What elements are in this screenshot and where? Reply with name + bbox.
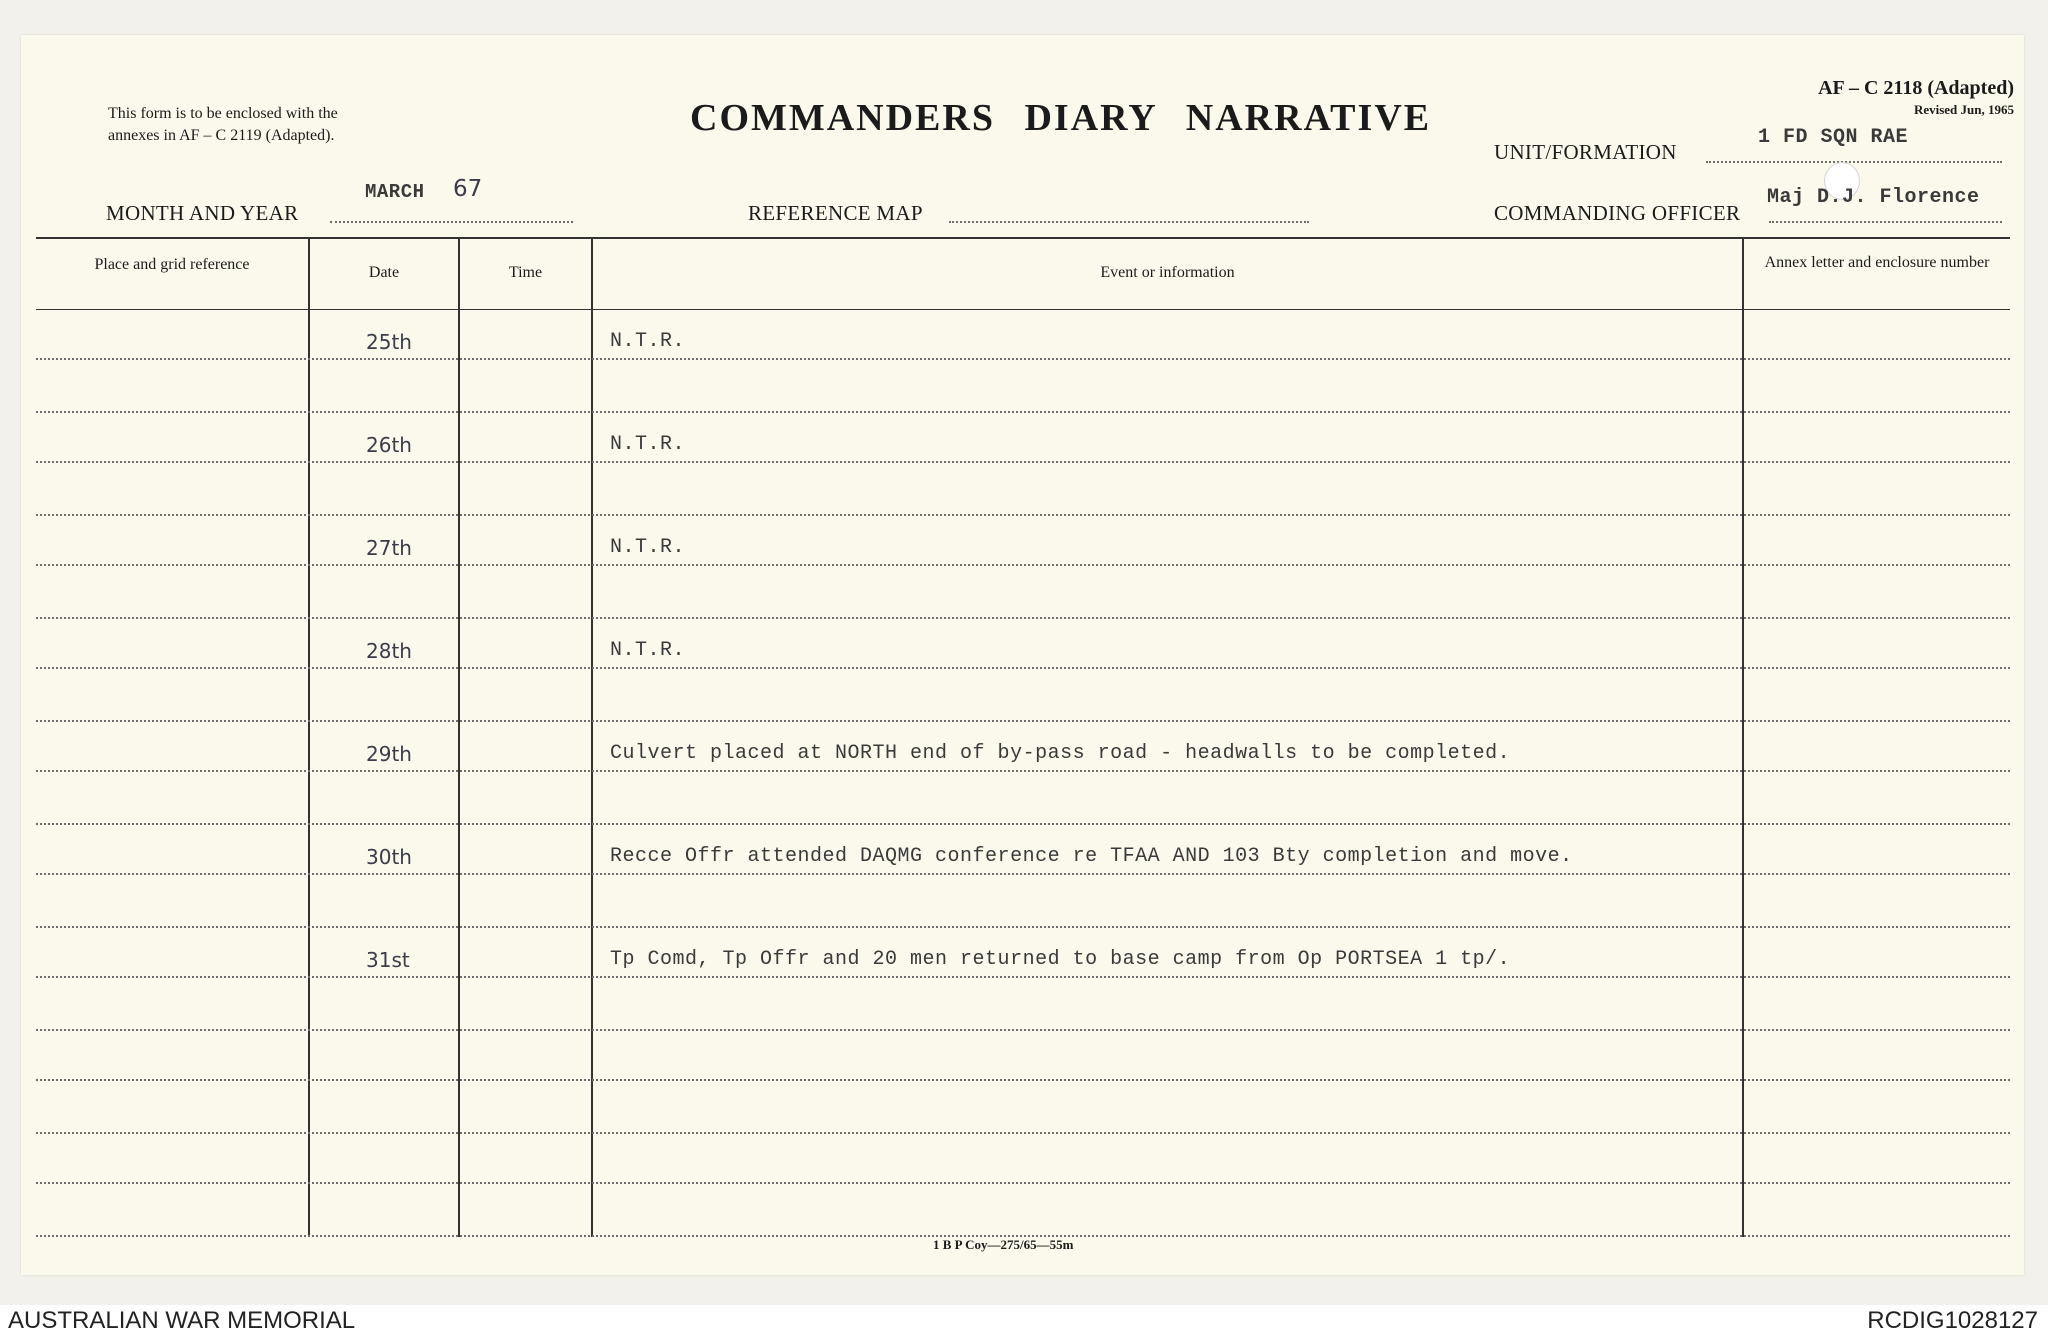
row-event[interactable]: Culvert placed at NORTH end of by-pass road - headwalls to be completed. — [610, 742, 1511, 765]
unit-formation-value[interactable]: 1 FD SQN RAE — [1758, 126, 1909, 149]
table-row — [21, 722, 2024, 825]
enclosure-note-line-2: annexes in AF – C 2119 (Adapted). — [108, 127, 335, 144]
table-row — [21, 516, 2024, 619]
table-top-rule — [36, 237, 2010, 239]
row-midline — [36, 976, 2010, 978]
form-title: COMMANDERS DIARY NARRATIVE — [690, 97, 1432, 139]
unit-formation-label: UNIT/FORMATION — [1494, 140, 1677, 164]
row-event[interactable]: N.T.R. — [610, 330, 686, 353]
row-date[interactable]: 30th — [366, 845, 412, 869]
archive-item-id: RCDIG1028127 — [1867, 1307, 2038, 1334]
column-header-place: Place and grid reference — [94, 256, 250, 273]
table-row — [21, 413, 2024, 516]
month-year-line — [330, 221, 573, 223]
archive-institution: AUSTRALIAN WAR MEMORIAL — [8, 1307, 356, 1334]
row-date[interactable]: 26th — [366, 433, 412, 457]
row-date[interactable]: 25th — [366, 330, 412, 354]
unit-formation-line — [1706, 161, 2002, 163]
reference-map-label: REFERENCE MAP — [748, 201, 923, 225]
row-event[interactable]: N.T.R. — [610, 639, 686, 662]
row-event[interactable]: Tp Comd, Tp Offr and 20 men returned to base camp from Op PORTSEA 1 tp/. — [610, 948, 1511, 971]
row-date[interactable]: 27th — [366, 536, 412, 560]
column-header-annex: Annex letter and enclosure number — [1764, 254, 1990, 271]
printer-code: 1 B P Coy—275/65—55m — [933, 1237, 1074, 1252]
row-midline — [36, 461, 2010, 463]
table-row — [21, 825, 2024, 928]
month-year-year[interactable]: 67 — [453, 176, 483, 202]
commanding-officer-label: COMMANDING OFFICER — [1494, 201, 1741, 225]
row-date[interactable]: 29th — [366, 742, 412, 766]
row-midline — [36, 564, 2010, 566]
enclosure-note-line-1: This form is to be enclosed with the — [108, 105, 338, 122]
table-row — [21, 1031, 2024, 1134]
commanding-officer-line — [1769, 221, 2002, 223]
column-header-time: Time — [508, 264, 543, 281]
revision-date: Revised Jun, 1965 — [1913, 102, 2014, 117]
diary-form-sheet — [21, 35, 2024, 1275]
table-row — [21, 928, 2024, 1031]
form-number: AF – C 2118 (Adapted) — [1818, 77, 2014, 99]
reference-map-line — [949, 221, 1309, 223]
month-year-value[interactable]: MARCH — [365, 181, 425, 203]
commanding-officer-value[interactable]: Maj D.J. Florence — [1767, 186, 1980, 209]
row-midline — [36, 873, 2010, 875]
table-row — [21, 310, 2024, 413]
column-header-event: Event or information — [1100, 264, 1235, 281]
enclosure-note — [108, 103, 338, 147]
row-event[interactable]: N.T.R. — [610, 433, 686, 456]
row-midline — [36, 770, 2010, 772]
table-row — [21, 619, 2024, 722]
row-date[interactable]: 28th — [366, 639, 412, 663]
row-midline — [36, 1079, 2010, 1081]
row-event[interactable]: Recce Offr attended DAQMG conference re TFAA AND 103 Bty completion and move. — [610, 845, 1573, 868]
row-midline — [36, 1182, 2010, 1184]
table-row — [21, 1134, 2024, 1237]
row-midline — [36, 358, 2010, 360]
month-year-label: MONTH AND YEAR — [106, 201, 299, 225]
row-midline — [36, 667, 2010, 669]
row-date[interactable]: 31st — [366, 948, 410, 972]
row-event[interactable]: N.T.R. — [610, 536, 686, 559]
column-header-date: Date — [368, 264, 400, 281]
